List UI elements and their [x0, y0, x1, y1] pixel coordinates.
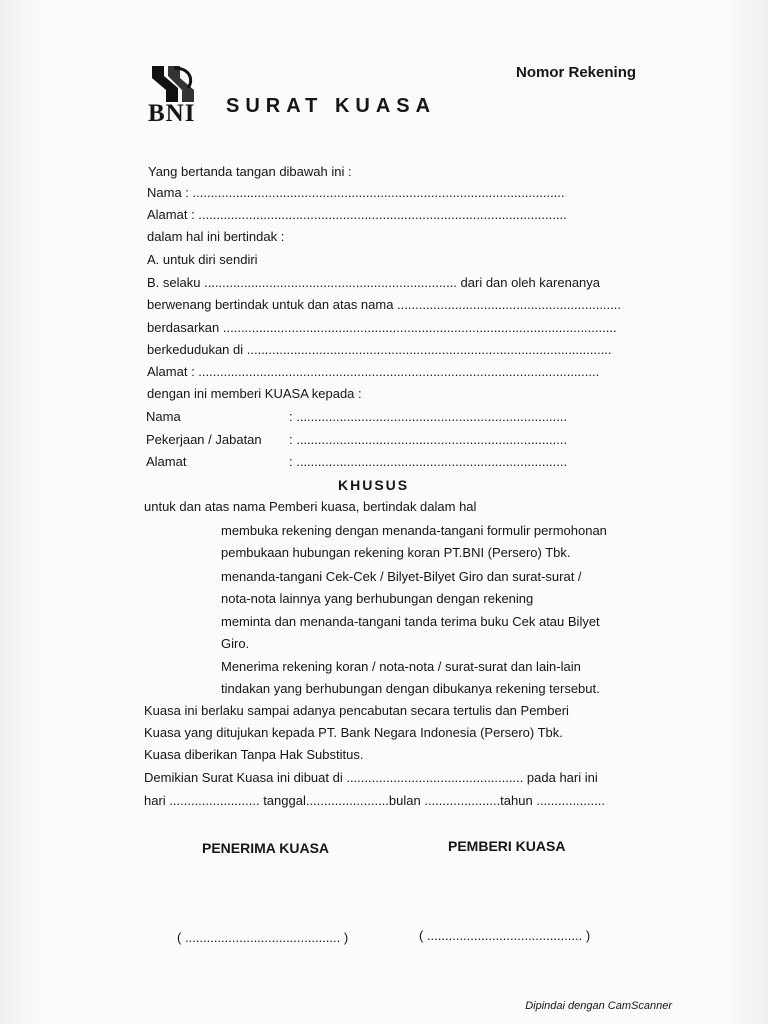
closing-line: Kuasa ini berlaku sampai adanya pencabutan secara tertulis dan Pemberi	[144, 703, 569, 718]
special-intro: untuk dan atas nama Pemberi kuasa, bertindak dalam hal	[144, 499, 477, 514]
grantee-address-label: Alamat	[146, 454, 187, 469]
special-heading: KHUSUS	[338, 477, 410, 493]
special-item: nota-nota lainnya yang berhubungan dengan rekening	[221, 591, 534, 606]
special-item: menanda-tangani Cek-Cek / Bilyet-Bilyet Giro dan surat-surat /	[221, 569, 582, 584]
receiver-signature-blank: ( ........................................... )	[177, 930, 349, 945]
grantor-name-field: Nama : .......................................................................................................	[147, 185, 565, 200]
date-fields-line: hari ......................... tanggal.......................bulan .....................tahun ...................	[144, 793, 605, 808]
closing-line: Kuasa yang ditujukan kepada PT. Bank Negara Indonesia (Persero) Tbk.	[144, 725, 563, 740]
acting-capacity-label: dalam hal ini bertindak :	[147, 229, 285, 244]
authorized-on-behalf-field: berwenang bertindak untuk dan atas nama ..............................................................	[147, 297, 621, 312]
domiciled-field: berkedudukan di .....................................................................................................	[147, 342, 612, 357]
special-item: Giro.	[221, 636, 250, 651]
grantee-job-field: : ...........................................................................	[289, 432, 568, 447]
grantor-intro: Yang bertanda tangan dibawah ini :	[148, 164, 352, 179]
grantee-job-label: Pekerjaan / Jabatan	[146, 432, 262, 447]
giver-signature-blank: ( ........................................... )	[419, 928, 591, 943]
option-b-as: B. selaku ...................................................................... dari dan oleh karenanya	[147, 275, 601, 290]
special-item: pembukaan hubungan rekening koran PT.BNI (Persero) Tbk.	[221, 545, 571, 560]
grant-power-line: dengan ini memberi KUASA kepada :	[147, 386, 362, 401]
grantee-address-field: : ...........................................................................	[289, 454, 568, 469]
special-item: Menerima rekening koran / nota-nota / surat-surat dan lain-lain	[221, 659, 581, 674]
grantee-name-field: : ...........................................................................	[289, 409, 568, 424]
giver-signature-label: PEMBERI KUASA	[448, 838, 566, 854]
scanner-watermark: Dipindai dengan CamScanner	[525, 1000, 672, 1012]
place-date-line: Demikian Surat Kuasa ini dibuat di ................................................. pada hari ini	[144, 770, 598, 785]
special-item: meminta dan menanda-tangani tanda terima buku Cek atau Bilyet	[221, 614, 600, 629]
option-a-self: A. untuk diri sendiri	[147, 252, 258, 267]
grantor-address-field: Alamat : ......................................................................................................	[147, 207, 567, 222]
closing-line: Kuasa diberikan Tanpa Hak Substitus.	[144, 747, 364, 762]
account-number-label: Nomor Rekening	[516, 64, 637, 81]
receiver-signature-label: PENERIMA KUASA	[202, 840, 330, 856]
company-address-field: Alamat : ...............................................................................................................	[147, 364, 600, 379]
based-on-field: berdasarkan .............................................................................................................	[147, 320, 617, 335]
special-item: tindakan yang berhubungan dengan dibukanya rekening tersebut.	[221, 681, 600, 696]
grantee-name-label: Nama	[146, 409, 181, 424]
document-title: SURAT KUASA	[226, 95, 437, 117]
bni-logo-text: BNI	[148, 100, 196, 127]
special-item: membuka rekening dengan menanda-tangani formulir permohonan	[221, 523, 607, 538]
